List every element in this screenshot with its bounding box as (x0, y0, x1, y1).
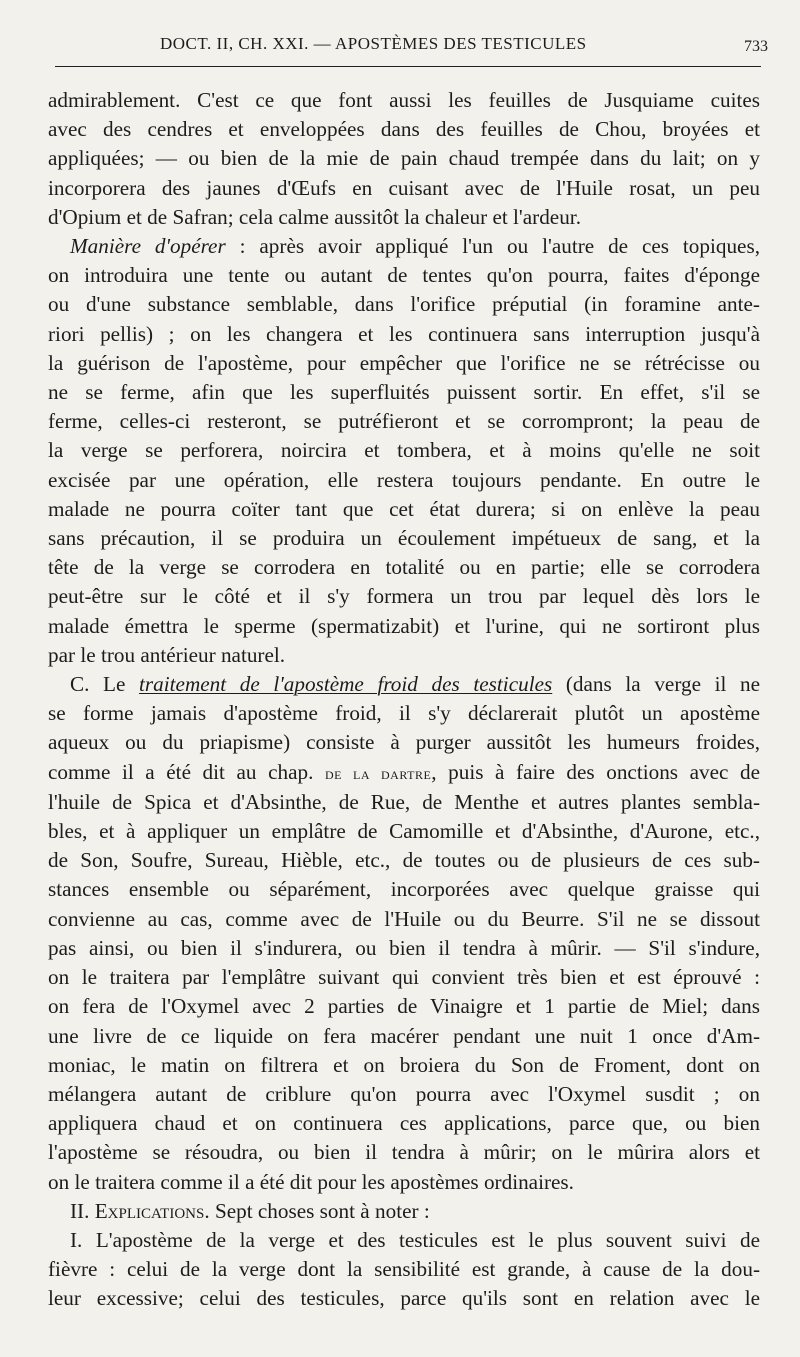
text-line (48, 1197, 760, 1226)
text-line: l'apostème se résoudra, ou bien il tendra à mûrir; on le mûrira alors et (48, 1140, 760, 1165)
body-text (48, 86, 760, 1314)
text-line: mélangera autant de criblure qu'on pourra avec l'Oxymel susdit ; on (48, 1081, 760, 1106)
text-line: aqueux ou du priapisme) consiste à purger aussitôt les humeurs froides, (48, 730, 760, 755)
text-line: malade ne pourra coïter tant que cet état durera; si on enlève la peau (48, 496, 760, 521)
text-line: la verge se perforera, noircira et tombera, et à moins qu'elle ne soit (48, 438, 760, 463)
text-line: l'huile de Spica et d'Absinthe, de Rue, de Menthe et autres plantes sembla- (48, 789, 760, 814)
section-label-c: C. Le (70, 672, 140, 697)
text-line: riori pellis) ; on les changera et les continuera sans interruption jusqu'à (48, 321, 760, 346)
text-line: avec des cendres et enveloppées dans des feuilles de Chou, broyées et (48, 117, 760, 142)
text-line: tête de la verge se corrodera en totalité ou en partie; elle se corrodera (48, 555, 760, 580)
text-line (48, 670, 760, 699)
text-line: on le traitera par l'emplâtre suivant qui convient très bien et est éprouvé : (48, 965, 760, 990)
text-line: on le traitera comme il a été dit pour les apostèmes ordinaires. (48, 1169, 574, 1194)
text-line: leur excessive; celui des testicules, parce qu'ils sont en relation avec le (48, 1286, 760, 1311)
subheading-maniere: Manière d'opérer (70, 234, 226, 259)
text-line: ne se ferme, afin que les superfluités puissent sortir. En effet, s'il se (48, 380, 760, 405)
text-line: sans précaution, il se produira un écoulement impétueux de sang, et la (48, 526, 760, 551)
text-line: ou d'une substance semblable, dans l'orifice préputial (in foramine ante- (48, 292, 760, 317)
text-line: une livre de ce liquide on fera macérer pendant une nuit 1 once d'Am- (48, 1023, 760, 1048)
text-line: incorporera des jaunes d'Œufs en cuisant avec de l'Huile rosat, un peu (48, 175, 760, 200)
inline-colon: : (225, 234, 260, 259)
text-line: on fera de l'Oxymel avec 2 parties de Vinaigre et 1 partie de Miel; dans (48, 994, 760, 1019)
text-line: I. L'apostème de la verge et des testicules est le plus souvent suivi de (70, 1227, 760, 1252)
text-line: appliquera chaud et on continuera ces applications, parce que, ou bien (48, 1111, 760, 1136)
running-head: DOCT. II, CH. XXI. — APOSTÈMES DES TESTICULES (160, 34, 587, 53)
text-line: fièvre : celui de la verge dont la sensibilité est grande, à cause de la dou- (48, 1257, 760, 1282)
page-number: 733 (744, 38, 768, 55)
text-line (48, 232, 760, 261)
subheading-explications: Explications (94, 1198, 205, 1223)
text-line (48, 758, 760, 788)
text-line: admirablement. C'est ce que font aussi les feuilles de Jusquiame cuites (48, 88, 760, 112)
text-line: ferme, celles-ci resteront, se putréfieront et se corrompront; la peau de (48, 409, 760, 434)
text-fragment: , puis à faire des onctions avec de (431, 759, 761, 784)
subheading-traitement: traitement de l'apostème froid des testicules (139, 672, 553, 697)
text-line: la guérison de l'apostème, pour empêcher que l'orifice ne se rétrécisse ou (48, 350, 760, 375)
text-line: appliquées; — ou bien de la mie de pain chaud trempée dans du lait; on y (48, 146, 760, 171)
header-rule (55, 66, 761, 67)
text-line: peut-être sur le côté et il s'y formera un trou par lequel dès lors le (48, 584, 760, 609)
text-line: excisée par une opération, elle restera toujours pendante. En outre le (48, 467, 760, 492)
text-line: par le trou antérieur naturel. (48, 642, 286, 667)
text-line: convienne au cas, comme avec de l'Huile ou du Beurre. S'il ne se dissout (48, 906, 760, 931)
text-line: malade émettra le sperme (spermatizabit) et l'urine, qui ne sortiront plus (48, 613, 760, 638)
text-line: moniac, le matin on filtrera et on broiera du Son de Froment, dont on (48, 1052, 760, 1077)
page-header (48, 30, 768, 60)
text-fragment: (dans la verge il ne (565, 672, 761, 697)
text-line: pas ainsi, ou bien il s'indurera, ou bien il tendra à mûrir. — S'il s'indure, (48, 935, 760, 960)
text-line: on introduira une tente ou autant de tentes qu'on pourra, faites d'éponge (48, 263, 760, 288)
text-line: bles, et à appliquer un emplâtre de Camomille et d'Absinthe, d'Aurone, etc., (48, 819, 760, 844)
text-line: se forme jamais d'apostème froid, il s'y déclarerait plutôt un apostème (48, 701, 760, 726)
chapter-ref: de la dartre (324, 763, 432, 783)
text-line: d'Opium et de Safran; cela calme aussitôt la chaleur et l'ardeur. (48, 204, 581, 229)
text-fragment: après avoir appliqué l'un ou l'autre de ces topiques, (259, 234, 760, 259)
section-label-ii: II. (70, 1198, 90, 1223)
text-line: de Son, Soufre, Sureau, Hièble, etc., de toutes ou de plusieurs de ces sub- (48, 848, 760, 873)
inline-space (552, 672, 566, 696)
text-fragment: comme il a été dit au chap. (48, 759, 314, 784)
text-line: stances ensemble ou séparément, incorporées avec quelque graisse qui (48, 877, 760, 902)
text-fragment: . Sept choses sont à noter : (204, 1198, 430, 1223)
